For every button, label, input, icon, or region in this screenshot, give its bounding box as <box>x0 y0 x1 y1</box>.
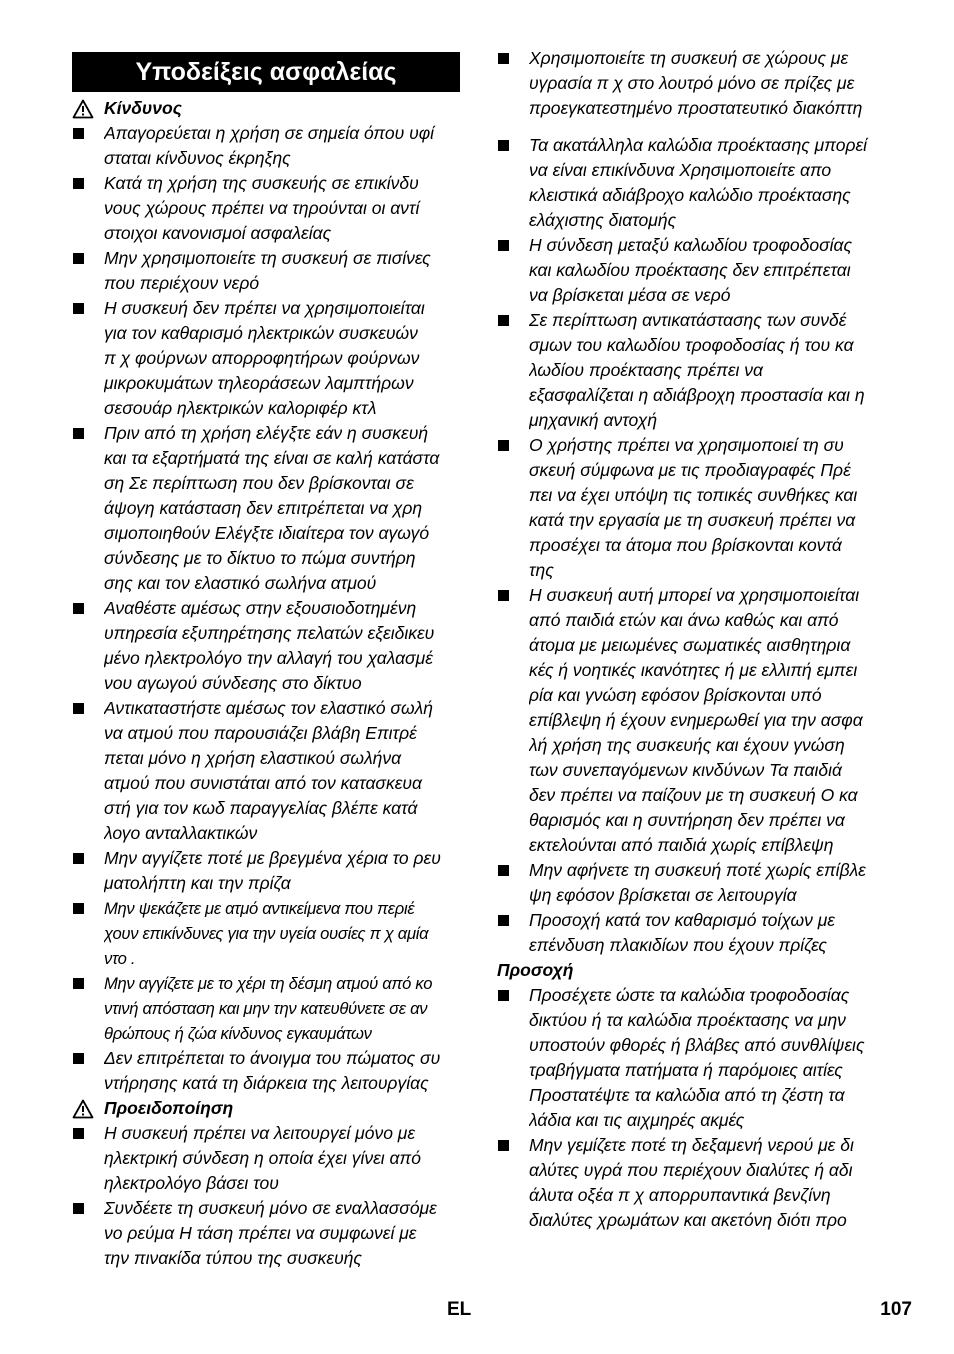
text-line: ματολήπτη και την πρίζα <box>104 873 291 893</box>
text-line: ηλεκτρική σύνδεση η οποία έχει γίνει από <box>104 1148 421 1168</box>
spacer <box>497 121 887 133</box>
text-line: Μην ψεκάζετε με ατμό αντικείμενα που περιέ <box>104 899 415 918</box>
text-line: για τον καθαρισμό ηλεκτρικών συσκευών <box>104 323 418 343</box>
list-item <box>497 433 887 583</box>
list-item <box>497 1133 887 1233</box>
text-line: νου αγωγού σύνδεσης στο δίκτυο <box>104 673 362 693</box>
subheading-label: Προειδοποίηση <box>104 1098 234 1118</box>
subheading-label: Κίνδυνος <box>104 98 182 118</box>
text-line: τραβήγματα πατήματα ή παρόμοιες αιτίες <box>529 1060 843 1080</box>
text-line: νο ρεύμα Η τάση πρέπει να συμφωνεί με <box>104 1223 417 1243</box>
text-line: Η συσκευή πρέπει να λειτουργεί μόνο με <box>104 1123 416 1143</box>
text-line: σύνδεσης με το δίκτυο το πώμα συντήρη <box>104 548 416 568</box>
text-line: να ατμού που παρουσιάζει βλάβη Επιτρέ <box>104 723 417 743</box>
text-line: άλυτα οξέα π χ απορρυπαντικά βενζίνη <box>529 1185 831 1205</box>
square-bullet-icon <box>73 1053 84 1064</box>
list-item <box>72 896 460 971</box>
text-line: σεσουάρ ηλεκτρικών καλοριφέρ κτλ <box>104 398 377 418</box>
square-bullet-icon <box>73 603 84 614</box>
square-bullet-icon <box>73 903 84 914</box>
text-line: λωδίου προέκτασης πρέπει να <box>529 360 763 380</box>
list-item <box>497 858 887 908</box>
text-line: Πριν από τη χρήση ελέγξτε εάν η συσκευή <box>104 423 429 443</box>
square-bullet-icon <box>498 53 509 64</box>
square-bullet-icon <box>498 590 509 601</box>
page-number: 107 <box>880 1299 912 1320</box>
text-line: μηχανική αντοχή <box>529 410 658 430</box>
text-line: θαρισμός και η συντήρηση δεν πρέπει να <box>529 810 845 830</box>
text-line: ντήρησης κατά τη διάρκεια της λειτουργίας <box>104 1073 429 1093</box>
text-line: Κατά τη χρήση της συσκευής σε επικίνδυ <box>104 173 419 193</box>
list-item <box>72 596 460 696</box>
left-column <box>72 52 460 1271</box>
right-column <box>497 46 887 1233</box>
text-line: επίβλεψη ή έχουν ενημερωθεί για την ασφα <box>529 710 863 730</box>
text-line: Προσέχετε ώστε τα καλώδια τροφοδοσίας <box>529 985 850 1005</box>
square-bullet-icon <box>498 240 509 251</box>
text-line: λάδια και τις αιχμηρές ακμές <box>529 1110 745 1130</box>
subheading <box>497 958 887 983</box>
subheading-label: Προσοχή <box>497 960 574 980</box>
text-line: Η συσκευή αυτή μπορεί να χρησιμοποιείται <box>529 585 860 605</box>
text-line: προσέχει τα άτομα που βρίσκονται κοντά <box>529 535 842 555</box>
text-line: Η σύνδεση μεταξύ καλωδίου τροφοδοσίας <box>529 235 853 255</box>
text-line: Συνδέετε τη συσκευή μόνο σε εναλλασσόμε <box>104 1198 437 1218</box>
text-line: Απαγορεύεται η χρήση σε σημεία όπου υφί <box>104 123 435 143</box>
text-line: να βρίσκεται μέσα σε νερό <box>529 285 731 305</box>
list-item <box>72 246 460 296</box>
footer-language: EL <box>447 1299 472 1320</box>
square-bullet-icon <box>73 978 84 989</box>
list-item <box>72 171 460 246</box>
text-line: ντινή απόσταση και μην την κατευθύνετε σε αν <box>104 999 428 1018</box>
text-line: λογο ανταλλακτικών <box>104 823 258 843</box>
text-line: πει να έχει υπόψη τις τοπικές συνθήκες και <box>529 485 858 505</box>
text-line: ατμού που συνιστάται από τον κατασκευα <box>104 773 423 793</box>
square-bullet-icon <box>73 303 84 314</box>
text-line: σταται κίνδυνος έκρηξης <box>104 148 291 168</box>
text-line: Η συσκευή δεν πρέπει να χρησιμοποιείται <box>104 298 425 318</box>
text-line: ρία και γνώση εφόσον βρίσκονται υπό <box>529 685 822 705</box>
text-line: λή χρήση της συσκευής και έχουν γνώση <box>529 735 845 755</box>
text-line: να είναι επικίνδυνα Χρησιμοποιείτε απο <box>529 160 832 180</box>
text-line: ψη εφόσον βρίσκεται σε λειτουργία <box>529 885 797 905</box>
list-item <box>497 983 887 1133</box>
text-line: επένδυση πλακιδίων που έχουν πρίζες <box>529 935 827 955</box>
text-line: Χρησιμοποιείτε τη συσκευή σε χώρους με <box>529 48 849 68</box>
square-bullet-icon <box>73 428 84 439</box>
square-bullet-icon <box>73 178 84 189</box>
text-line: και καλωδίου προέκτασης δεν επιτρέπεται <box>529 260 851 280</box>
list-item <box>72 121 460 171</box>
text-line: υγρασία π χ στο λουτρό μόνο σε πρίζες με <box>529 73 855 93</box>
square-bullet-icon <box>498 915 509 926</box>
text-line: της <box>529 560 554 580</box>
text-line: άτομα με μειωμένες σωματικές αισθητηρια <box>529 635 851 655</box>
text-line: αλύτες υγρά που περιέχουν διαλύτες ή αδι <box>529 1160 853 1180</box>
text-line: σης και τον ελαστικό σωλήνα ατμού <box>104 573 377 593</box>
warning-triangle-icon <box>72 99 94 119</box>
text-line: νους χώρους πρέπει να τηρούνται οι αντί <box>104 198 420 218</box>
square-bullet-icon <box>498 140 509 151</box>
text-line: κλειστικά αδιάβροχο καλώδιο προέκτασης <box>529 185 851 205</box>
text-line: Προστατέψτε τα καλώδια από τη ζέστη τα <box>529 1085 845 1105</box>
list-item <box>72 421 460 596</box>
text-line: Μην αγγίζετε με το χέρι τη δέσμη ατμού από κο <box>104 974 433 993</box>
text-line: Μην αφήνετε τη συσκευή ποτέ χωρίς επίβλε <box>529 860 866 880</box>
text-line: άψογη κατάσταση δεν επιτρέπεται να χρη <box>104 498 423 518</box>
list-item <box>497 308 887 433</box>
text-line: κές ή νοητικές ικανότητες ή με ελλιπή εμπει <box>529 660 858 680</box>
text-line: θρώπους ή ζώα κίνδυνος εγκαυμάτων <box>104 1024 372 1043</box>
text-line: ελάχιστης διατομής <box>529 210 677 230</box>
list-item <box>72 696 460 846</box>
text-line: σκευή σύμφωνα με τις προδιαγραφές Πρέ <box>529 460 851 480</box>
text-line: δεν πρέπει να παίζουν με τη συσκευή Ο κα <box>529 785 858 805</box>
text-line: μένο ηλεκτρολόγο την αλλαγή του χαλασμέ <box>104 648 433 668</box>
text-line: Τα ακατάλληλα καλώδια προέκτασης μπορεί <box>529 135 868 155</box>
text-line: και τα εξαρτήματά της είναι σε καλή κατάστα <box>104 448 440 468</box>
text-line: Αντικαταστήστε αμέσως τον ελαστικό σωλή <box>104 698 433 718</box>
square-bullet-icon <box>73 1128 84 1139</box>
text-line: εξασφαλίζεται η αδιάβροχη προστασία και η <box>529 385 865 405</box>
text-line: Δεν επιτρέπεται το άνοιγμα του πώματος συ <box>104 1048 441 1068</box>
text-line: εκτελούνται από παιδιά χωρίς επίβλεψη <box>529 835 834 855</box>
right-content <box>497 46 887 1233</box>
text-line: ηλεκτρολόγο βάσει του <box>104 1173 279 1193</box>
text-line: ντο . <box>104 949 136 968</box>
text-line: Αναθέστε αμέσως στην εξουσιοδοτημένη <box>104 598 417 618</box>
list-item <box>72 296 460 421</box>
text-line: προεγκατεστημένο προστατευτικό διακόπτη <box>529 98 863 118</box>
list-item <box>72 1046 460 1096</box>
text-line: των συνεπαγόμενων κινδύνων Τα παιδιά <box>529 760 842 780</box>
text-line: υπηρεσία εξυπηρέτησης πελατών εξειδικευ <box>104 623 435 643</box>
square-bullet-icon <box>498 990 509 1001</box>
text-line: διαλύτες χρωμάτων και ακετόνη διότι προ <box>529 1210 847 1230</box>
square-bullet-icon <box>73 1203 84 1214</box>
square-bullet-icon <box>498 1140 509 1151</box>
text-line: Μην γεμίζετε ποτέ τη δεξαμενή νερού με δι <box>529 1135 854 1155</box>
text-line: στοιχοι κανονισμοί ασφαλείας <box>104 223 332 243</box>
text-line: σιμοποιηθούν Ελέγξτε ιδιαίτερα τον αγωγό <box>104 523 430 543</box>
left-content <box>72 96 460 1271</box>
square-bullet-icon <box>498 315 509 326</box>
list-item <box>497 46 887 121</box>
text-line: μικροκυμάτων τηλεοράσεων λαμπτήρων <box>104 373 414 393</box>
square-bullet-icon <box>73 703 84 714</box>
square-bullet-icon <box>498 865 509 876</box>
text-line: υποστούν φθορές ή βλάβες από συνθλίψεις <box>529 1035 865 1055</box>
list-item <box>72 971 460 1046</box>
section-title: Υποδείξεις ασφαλείας <box>72 52 460 92</box>
square-bullet-icon <box>498 440 509 451</box>
list-item <box>497 908 887 958</box>
text-line: Μην αγγίζετε ποτέ με βρεγμένα χέρια το ρευ <box>104 848 441 868</box>
text-line: που περιέχουν νερό <box>104 273 260 293</box>
subheading <box>72 1096 460 1121</box>
text-line: Ο χρήστης πρέπει να χρησιμοποιεί τη συ <box>529 435 844 455</box>
text-line: Προσοχή κατά τον καθαρισμό τοίχων με <box>529 910 835 930</box>
text-line: ση Σε περίπτωση που δεν βρίσκονται σε <box>104 473 414 493</box>
text-line: Σε περίπτωση αντικατάστασης των συνδέ <box>529 310 847 330</box>
text-line: π χ φούρνων απορροφητήρων φούρνων <box>104 348 420 368</box>
list-item <box>497 133 887 233</box>
text-line: στή για τον κωδ παραγγελίας βλέπε κατά <box>104 798 418 818</box>
warning-triangle-icon <box>72 1099 94 1119</box>
list-item <box>72 846 460 896</box>
square-bullet-icon <box>73 253 84 264</box>
text-line: Μην χρησιμοποιείτε τη συσκευή σε πισίνες <box>104 248 431 268</box>
square-bullet-icon <box>73 853 84 864</box>
list-item <box>72 1121 460 1196</box>
text-line: την πινακίδα τύπου της συσκευής <box>104 1248 362 1268</box>
text-line: από παιδιά ετών και άνω καθώς και από <box>529 610 839 630</box>
list-item <box>497 233 887 308</box>
text-line: πεται μόνο η χρήση ελαστικού σωλήνα <box>104 748 402 768</box>
text-line: σμων του καλωδίου τροφοδοσίας ή του κα <box>529 335 854 355</box>
text-line: χουν επικίνδυνες για την υγεία ουσίες π χ αμία <box>104 924 429 943</box>
square-bullet-icon <box>73 128 84 139</box>
subheading <box>72 96 460 121</box>
list-item <box>72 1196 460 1271</box>
text-line: δικτύου ή τα καλώδια προέκτασης να μην <box>529 1010 846 1030</box>
text-line: κατά την εργασία με τη συσκευή πρέπει να <box>529 510 856 530</box>
list-item <box>497 583 887 858</box>
